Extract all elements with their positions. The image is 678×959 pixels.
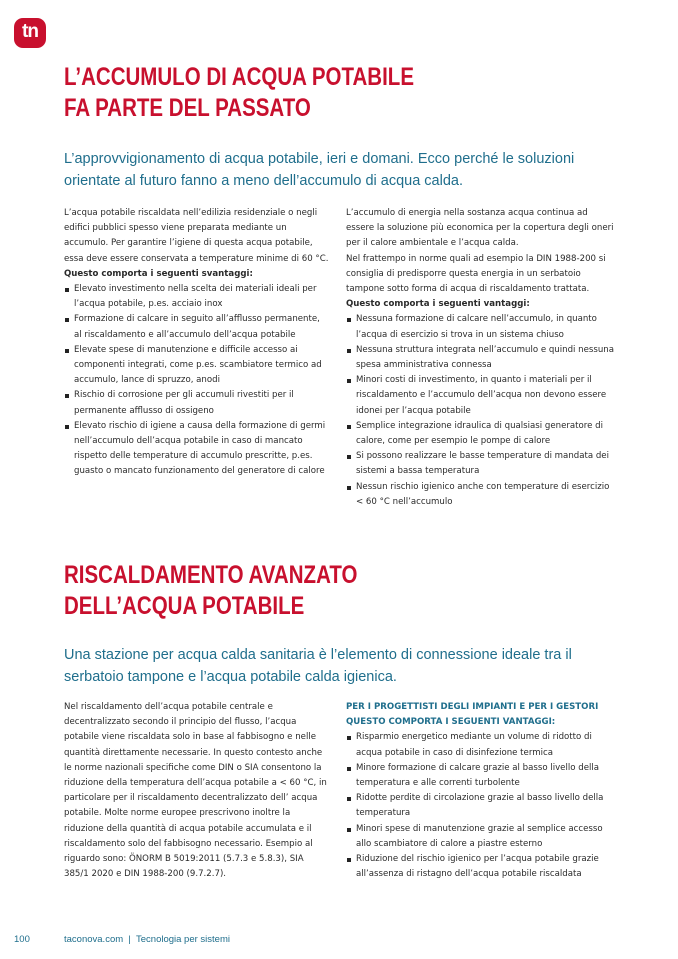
page-number: 100 <box>14 934 30 945</box>
list-item: Ridotte perdite di circolazione grazie al basso livello della temperatura <box>346 791 618 821</box>
section1-right-intro: L’accumulo di energia nella sostanza acqua continua ad essere la soluzione più economica per la copertura degli oneri per il calore ambientale e l’acqua calda. <box>346 208 614 249</box>
list-item: Elevato rischio di igiene a causa della formazione di germi nell’accumulo dell’acqua potabile in caso di mancato rispetto delle temperature di accumulo prescritte, p.es. guasto o mancato funzionamento del generatore di calore <box>64 419 330 480</box>
section1-right-intro2: Nel frattempo in norme quali ad esempio la DIN 1988-200 si consiglia di predisporre questa energia in un serbatoio tampone sotto forma di acqua di riscaldamento trattata. <box>346 253 606 295</box>
section1-lead: L’approvvigionamento di acqua potabile, ieri e domani. Ecco perché le soluzioni orientate al futuro fanno a meno dell’accumulo di acqua calda. <box>64 151 575 189</box>
section2-lead: Una stazione per acqua calda sanitaria è l’elemento di connessione ideale tra il serbatoio tampone e l’acqua potabile calda igienica. <box>64 647 572 685</box>
list-item: Nessuna struttura integrata nell’accumulo e quindi nessuna spesa amministrativa connessa <box>346 343 616 373</box>
section1-left-intro: L’acqua potabile riscaldata nell’edilizia residenziale o negli edifici pubblici spesso viene preparata mediante un accumulo. Per garantire l’igiene di questa acqua potabile, essa deve essere conservata a temperature minime di 60 °C. <box>64 208 329 264</box>
list-item: Risparmio energetico mediante un volume di ridotto di acqua potabile in caso di disinfezione termica <box>346 730 618 760</box>
footer-text: taconova.com | Tecnologia per sistemi <box>64 934 230 945</box>
section1-left-column <box>64 206 330 480</box>
section2-left-text: Nel riscaldamento dell’acqua potabile centrale e decentralizzato secondo il principio del flusso, l’acqua potabile viene riscaldata solo in base al fabbisogno e nelle quantità direttamente necessarie. In questo contesto anche le norme nazionali specifiche come DIN o SIA consentono la riduzione della temperatura dell’acqua potabile a < 60 °C, in particolare per il riscaldamento decentralizzato dell’ acqua potabile. Molte norme europee prescrivono inoltre la riduzione della quantità di acqua potabile accumulata e il riscaldamento solo del fabbisogno necessario. Esempio al riguardo sono: ÖNORM B 5019:2011 (5.7.3 e 5.8.3), SIA 385/1 2020 e DIN 1988-200 (9.7.2.7). <box>64 702 327 880</box>
list-item: Minori costi di investimento, in quanto i materiali per il riscaldamento e l’accumulo dell’acqua non devono essere idonei per l’acqua potabile <box>346 373 616 419</box>
section2-left-column <box>64 700 330 882</box>
list-item: Semplice integrazione idraulica di qualsiasi generatore di calore, come per esempio le pompe di calore <box>346 419 616 449</box>
list-item: Elevate spese di manutenzione e difficile accesso ai componenti integrati, come p.es. scambiatore termico ad accumulo, lance di spruzzo, anodi <box>64 343 330 389</box>
section2-title-line1: RISCALDAMENTO AVANZATO <box>64 561 358 589</box>
list-item: Formazione di calcare in seguito all’afflusso permanente, al riscaldamento e all’accumulo dell’acqua potabile <box>64 312 330 342</box>
list-item: Nessuna formazione di calcare nell’accumulo, in quanto l’acqua di esercizio si trova in un sistema chiuso <box>346 312 616 342</box>
list-item: Riduzione del rischio igienico per l’acqua potabile grazie all’assenza di ristagno dell’acqua potabile riscaldata <box>346 852 618 882</box>
section2-advantages-list <box>346 730 618 882</box>
section2-right-heading: PER I PROGETTISTI DEGLI IMPIANTI E PER I GESTORI QUESTO COMPORTA I SEGUENTI VANTAGGI: <box>346 702 599 728</box>
taconova-logo: tn <box>14 18 46 48</box>
list-item: Si possono realizzare le basse temperature di mandata dei sistemi a bassa temperatura <box>346 449 616 479</box>
list-item: Elevato investimento nella scelta dei materiali ideali per l’acqua potabile, p.es. acciaio inox <box>64 282 330 312</box>
list-item: Minori spese di manutenzione grazie al semplice accesso allo scambiatore di calore a piastre esterno <box>346 822 618 852</box>
section2-title-line2: DELL’ACQUA POTABILE <box>64 592 305 620</box>
section1-left-heading: Questo comporta i seguenti svantaggi: <box>64 268 253 279</box>
section2-right-column <box>346 700 618 882</box>
section1-right-heading: Questo comporta i seguenti vantaggi: <box>346 299 530 310</box>
section1-right-column <box>346 206 616 510</box>
section1-disadvantages-list <box>64 282 330 480</box>
list-item: Rischio di corrosione per gli accumuli rivestiti per il permanente afflusso di ossigeno <box>64 388 330 418</box>
list-item: Minore formazione di calcare grazie al basso livello della temperatura e alle correnti turbolente <box>346 761 618 791</box>
section1-title-line2: FA PARTE DEL PASSATO <box>64 94 311 122</box>
list-item: Nessun rischio igienico anche con temperature di esercizio < 60 °C nell’accumulo <box>346 480 616 510</box>
section1-advantages-list <box>346 312 616 510</box>
section1-title-line1: L’ACCUMULO DI ACQUA POTABILE <box>64 63 415 91</box>
